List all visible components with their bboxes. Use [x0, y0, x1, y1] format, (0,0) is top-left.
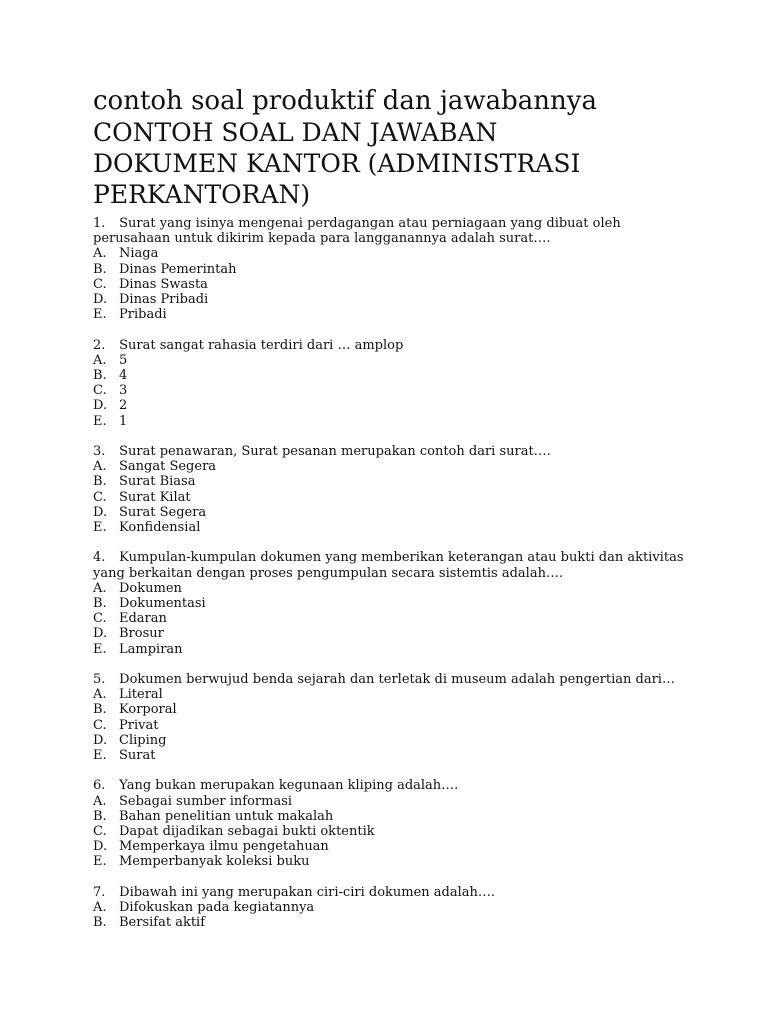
option-item: [93, 748, 693, 763]
option-text: Dapat dijadikan sebagai bukti oktentik: [119, 824, 375, 840]
question-text: Dokumen berwujud benda sejarah dan terletak di museum adalah pengertian dari…: [119, 672, 675, 688]
option-letter: B.: [93, 808, 107, 824]
option-letter: C.: [93, 824, 107, 840]
option-text: Difokuskan pada kegiatannya: [119, 900, 315, 916]
option-letter: A.: [93, 246, 107, 262]
question-stem: [93, 550, 693, 580]
option-letter: C.: [93, 717, 107, 733]
option-text: Memperbanyak koleksi buku: [119, 854, 310, 870]
subtitle-line: CONTOH SOAL DAN JAWABAN: [93, 118, 498, 147]
option-letter: D.: [93, 732, 108, 748]
question-text: Surat yang isinya mengenai perdagangan atau perniagaan yang dibuat oleh perusahaan untuk dikirim kepada para langganannya adalah surat….: [93, 216, 621, 247]
question-number: 3.: [93, 444, 106, 460]
option-item: [93, 687, 693, 702]
question-text: Kumpulan-kumpulan dokumen yang memberikan keterangan atau bukti dan aktivitas yang berkaitan dengan proses pengumpulan secara sistemtis adalah….: [93, 550, 684, 581]
option-item: [93, 292, 693, 307]
option-letter: E.: [93, 520, 107, 536]
option-text: Sangat Segera: [119, 459, 217, 475]
option-item: [93, 277, 693, 292]
option-text: Niaga: [119, 246, 159, 262]
question-5: [93, 672, 693, 763]
option-item: [93, 809, 693, 824]
option-letter: B.: [93, 702, 107, 718]
option-text: 1: [119, 413, 128, 429]
option-letter: B.: [93, 596, 107, 612]
option-item: [93, 307, 693, 322]
question-2: [93, 338, 693, 429]
question-number: 2.: [93, 337, 106, 353]
option-item: [93, 490, 693, 505]
option-item: [93, 246, 693, 261]
question-stem: [93, 885, 693, 900]
subtitle-line: DOKUMEN KANTOR (ADMINISTRASI: [93, 149, 581, 178]
question-stem: [93, 444, 693, 459]
option-letter: A.: [93, 687, 107, 703]
question-3: [93, 444, 693, 535]
option-letter: D.: [93, 839, 108, 855]
question-stem: [93, 338, 693, 353]
option-item: [93, 794, 693, 809]
question-list: [93, 216, 693, 930]
option-item: [93, 383, 693, 398]
option-letter: A.: [93, 352, 107, 368]
option-letter: A.: [93, 459, 107, 475]
option-letter: A.: [93, 900, 107, 916]
option-item: [93, 611, 693, 626]
question-text: Surat penawaran, Surat pesanan merupakan contoh dari surat….: [119, 444, 551, 460]
option-item: [93, 718, 693, 733]
question-text: Yang bukan merupakan kegunaan kliping adalah….: [119, 778, 459, 794]
option-text: Memperkaya ilmu pengetahuan: [119, 839, 329, 855]
option-item: [93, 262, 693, 277]
option-letter: B.: [93, 368, 107, 384]
option-item: [93, 642, 693, 657]
option-item: [93, 900, 693, 915]
option-letter: C.: [93, 489, 107, 505]
option-letter: B.: [93, 261, 107, 277]
question-text: Surat sangat rahasia terdiri dari … amplop: [119, 337, 404, 353]
option-text: Korporal: [119, 702, 177, 718]
option-text: Bahan penelitian untuk makalah: [119, 808, 334, 824]
option-item: [93, 505, 693, 520]
option-item: [93, 474, 693, 489]
option-text: Surat Biasa: [119, 474, 196, 490]
subtitle-line: PERKANTORAN): [93, 180, 311, 209]
option-text: 3: [119, 383, 128, 399]
option-text: Literal: [119, 687, 163, 703]
option-item: [93, 398, 693, 413]
option-text: Lampiran: [119, 641, 183, 657]
option-text: 4: [119, 368, 128, 384]
option-letter: E.: [93, 307, 107, 323]
option-text: Edaran: [119, 611, 167, 627]
document-page: [93, 86, 693, 946]
option-letter: E.: [93, 413, 107, 429]
option-item: [93, 520, 693, 535]
option-item: [93, 702, 693, 717]
question-number: 5.: [93, 672, 106, 688]
option-letter: D.: [93, 292, 108, 308]
option-text: Dinas Pemerintah: [119, 261, 237, 277]
document-title: contoh soal produktif dan jawabannya: [93, 86, 597, 116]
option-text: Surat Segera: [119, 504, 207, 520]
option-item: [93, 733, 693, 748]
option-letter: C.: [93, 383, 107, 399]
option-letter: D.: [93, 398, 108, 414]
option-text: Sebagai sumber informasi: [119, 793, 293, 809]
option-text: Cliping: [119, 732, 167, 748]
question-stem: [93, 216, 693, 246]
question-6: [93, 778, 693, 869]
question-stem: [93, 672, 693, 687]
option-item: [93, 824, 693, 839]
question-number: 1.: [93, 216, 106, 231]
question-7: [93, 885, 693, 931]
option-item: [93, 368, 693, 383]
option-text: Brosur: [119, 626, 164, 642]
option-letter: C.: [93, 276, 107, 292]
option-letter: D.: [93, 626, 108, 642]
question-1: [93, 216, 693, 322]
question-4: [93, 550, 693, 656]
option-item: [93, 854, 693, 869]
option-letter: B.: [93, 915, 107, 931]
option-text: Dinas Swasta: [119, 276, 208, 292]
document-subtitle: [93, 117, 693, 210]
question-text: Dibawah ini yang merupakan ciri-ciri dokumen adalah….: [119, 884, 496, 900]
option-text: Dokumen: [119, 580, 182, 596]
option-text: Pribadi: [119, 307, 167, 323]
question-number: 6.: [93, 778, 106, 794]
option-text: Surat: [119, 748, 156, 764]
option-text: Dinas Pribadi: [119, 292, 209, 308]
option-letter: E.: [93, 748, 107, 764]
option-letter: E.: [93, 641, 107, 657]
option-text: Surat Kilat: [119, 489, 191, 505]
option-letter: C.: [93, 611, 107, 627]
option-item: [93, 581, 693, 596]
question-stem: [93, 778, 693, 793]
option-item: [93, 353, 693, 368]
question-number: 4.: [93, 550, 106, 566]
option-item: [93, 596, 693, 611]
option-item: [93, 459, 693, 474]
option-text: 2: [119, 398, 128, 414]
option-text: Privat: [119, 717, 159, 733]
option-letter: E.: [93, 854, 107, 870]
option-item: [93, 414, 693, 429]
option-letter: D.: [93, 504, 108, 520]
option-item: [93, 626, 693, 641]
option-text: Dokumentasi: [119, 596, 206, 612]
option-item: [93, 915, 693, 930]
option-letter: B.: [93, 474, 107, 490]
question-number: 7.: [93, 884, 106, 900]
option-text: 5: [119, 352, 128, 368]
option-item: [93, 839, 693, 854]
option-text: Konfidensial: [119, 520, 201, 536]
option-letter: A.: [93, 793, 107, 809]
option-text: Bersifat aktif: [119, 915, 206, 931]
option-letter: A.: [93, 580, 107, 596]
